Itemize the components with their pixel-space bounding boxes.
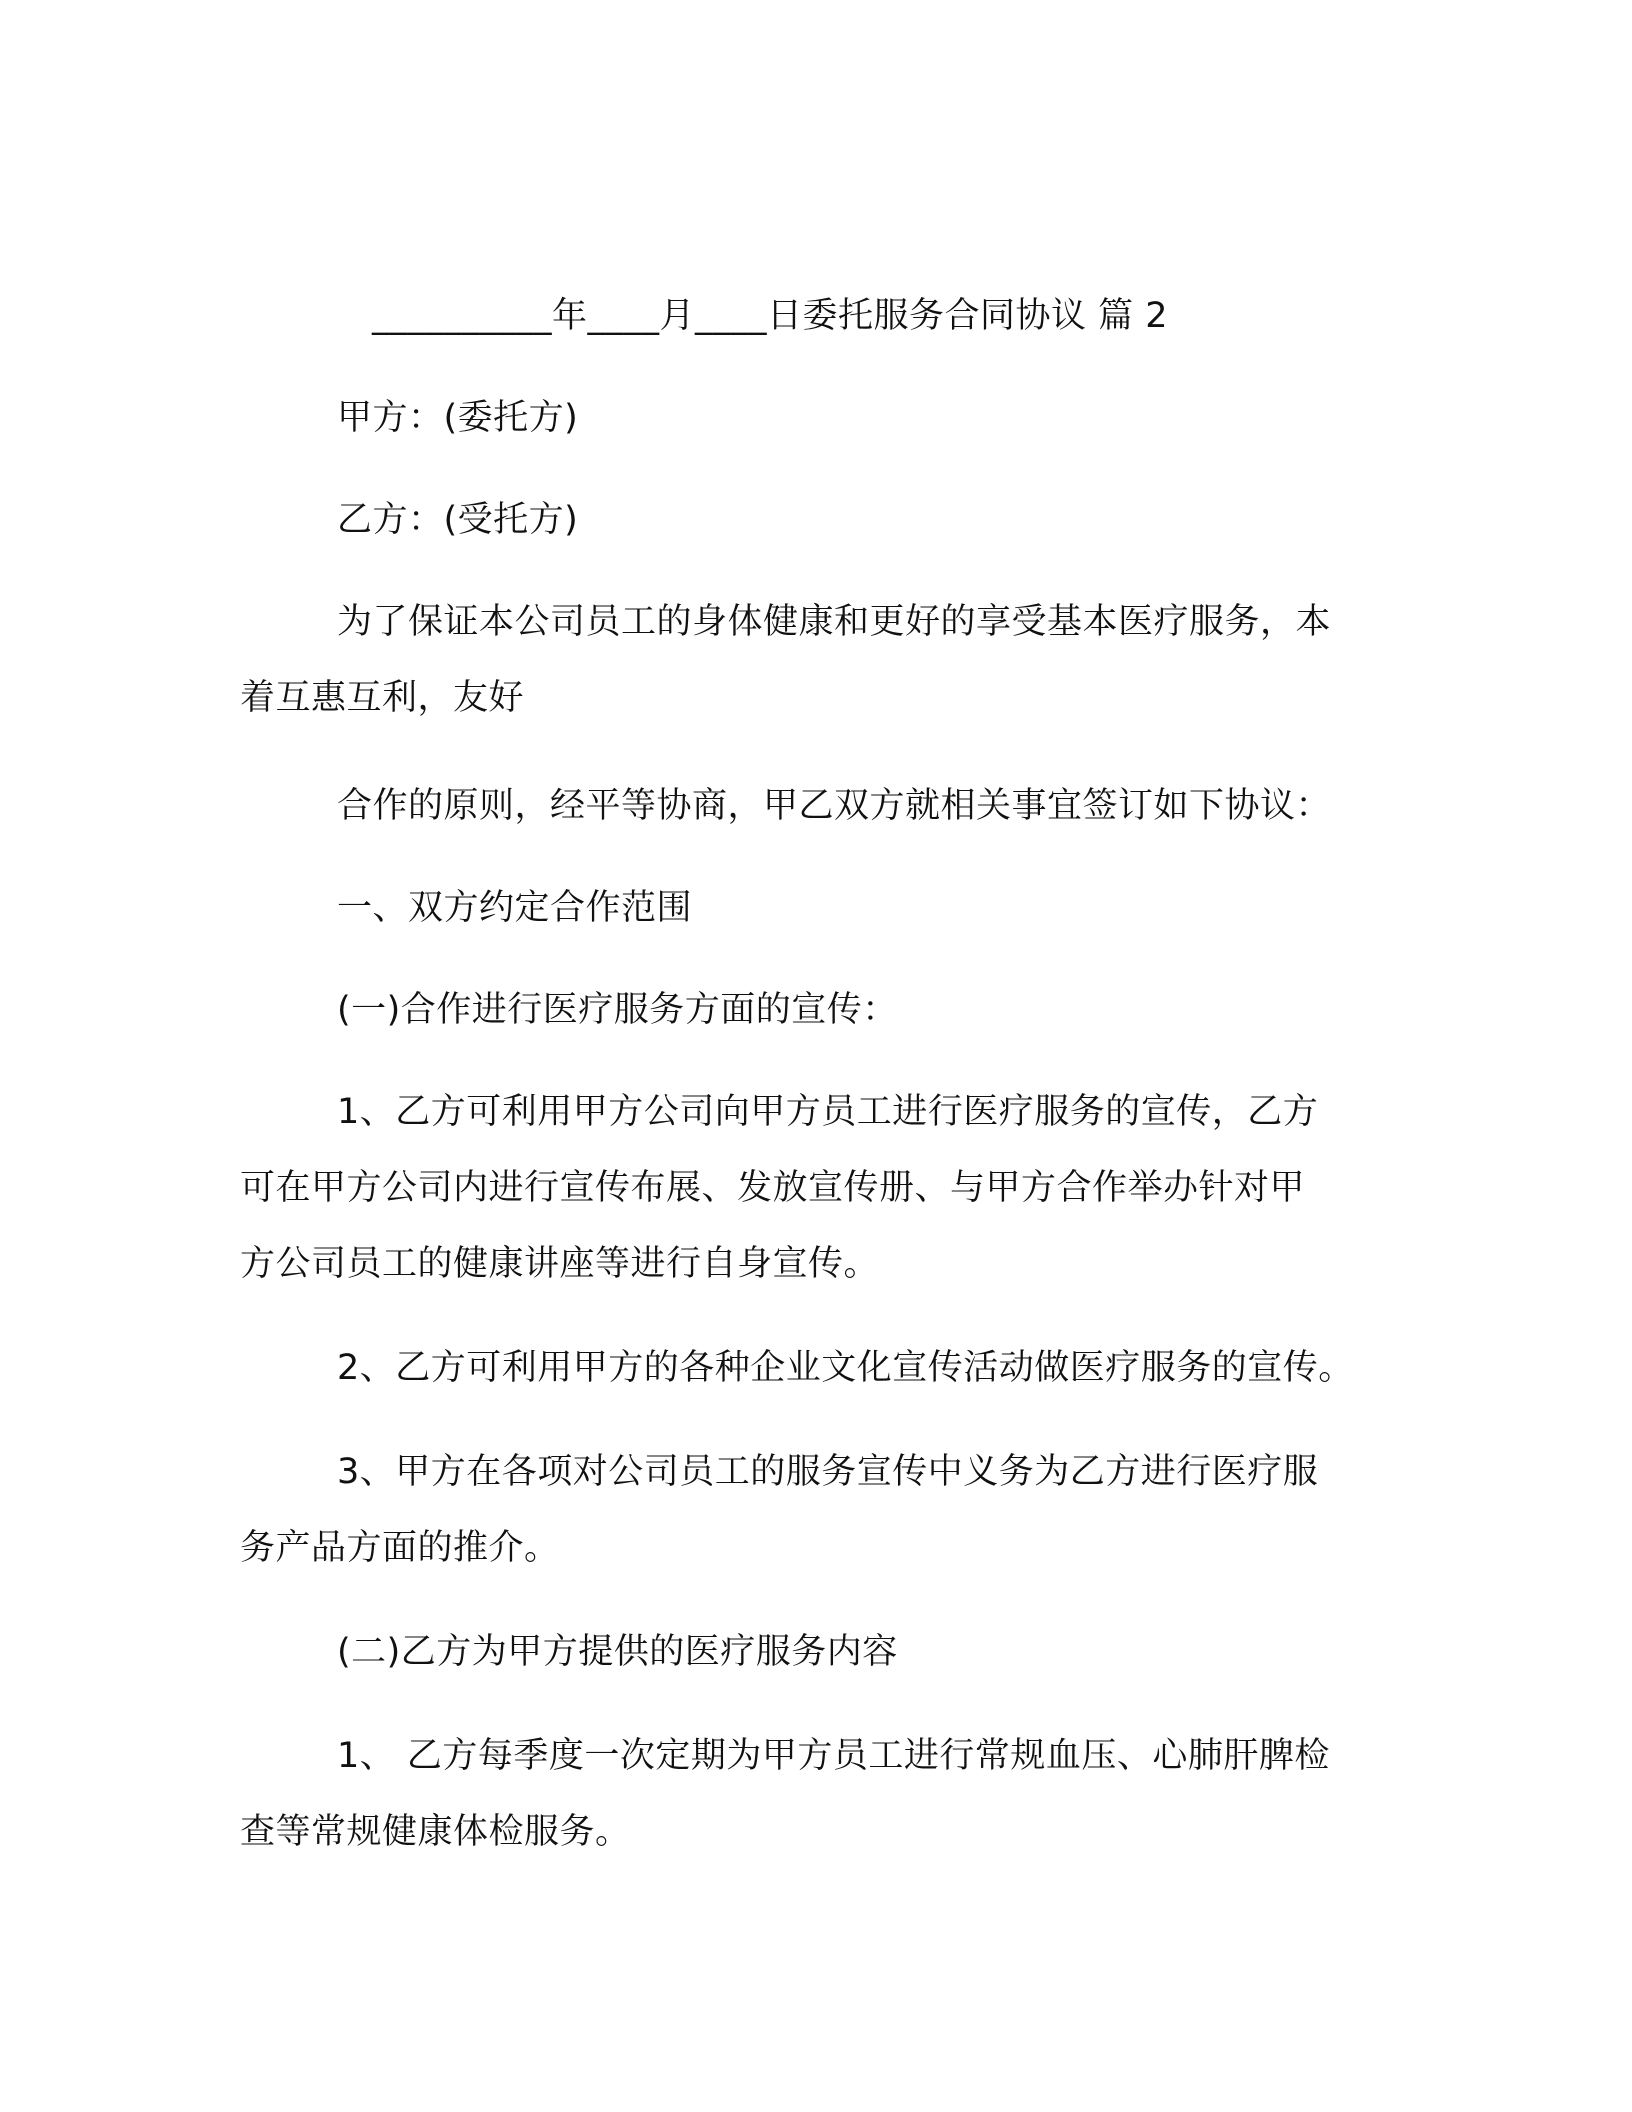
- intro-paragraph-line-1: 为了保证本公司员工的身体健康和更好的享受基本医疗服务，本: [337, 602, 1332, 642]
- section-heading-1: 一、双方约定合作范围: [337, 888, 693, 928]
- item-1-1-line-1: 1、乙方可利用甲方公司向甲方员工进行医疗服务的宣传，乙方: [337, 1092, 1319, 1132]
- intro-paragraph-line-2: 着互惠互利，友好: [240, 678, 525, 718]
- item-2-1-line-1: 1、 乙方每季度一次定期为甲方员工进行常规血压、心肺肝脾检: [337, 1736, 1330, 1776]
- item-1-2: 2、乙方可利用甲方的各种企业文化宣传活动做医疗服务的宣传。: [337, 1348, 1354, 1388]
- item-1-3-line-1: 3、甲方在各项对公司员工的服务宣传中义务为乙方进行医疗服: [337, 1452, 1319, 1492]
- item-2-1-line-2: 查等常规健康体检服务。: [240, 1812, 631, 1852]
- item-1-1-line-2: 可在甲方公司内进行宣传布展、发放宣传册、与甲方合作举办针对甲: [240, 1168, 1306, 1208]
- party-b-line: 乙方：(受托方): [337, 500, 579, 540]
- item-1-3-line-2: 务产品方面的推介。: [240, 1528, 560, 1568]
- item-1-1-line-3: 方公司员工的健康讲座等进行自身宣传。: [240, 1244, 880, 1284]
- party-a-line: 甲方：(委托方): [337, 398, 579, 438]
- document-title: __________年____月____日委托服务合同协议 篇 2: [372, 296, 1169, 336]
- subsection-heading-1: (一)合作进行医疗服务方面的宣传：: [337, 990, 898, 1030]
- subsection-heading-2: (二)乙方为甲方提供的医疗服务内容: [337, 1632, 898, 1672]
- intro-paragraph-line-3: 合作的原则，经平等协商，甲乙双方就相关事宜签订如下协议：: [337, 786, 1332, 826]
